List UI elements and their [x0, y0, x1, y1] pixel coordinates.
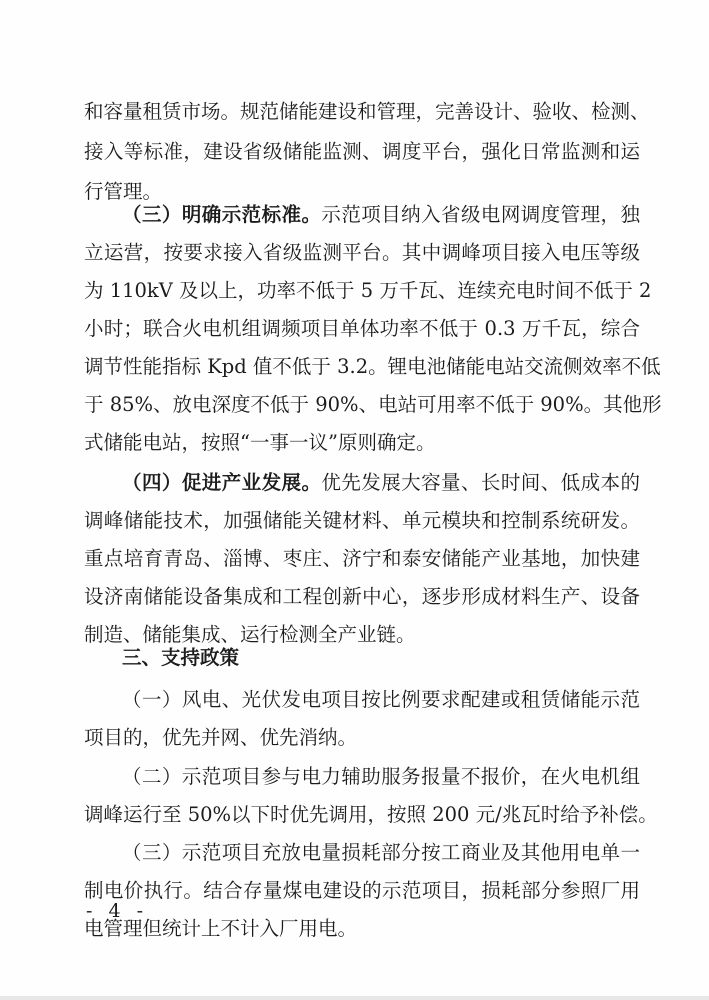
body-text-line: 调节性能指标 Kpd 值不低于 3.2。锂电池储能电站交流侧效率不低: [84, 355, 661, 378]
section-paragraph-start: [122, 195, 640, 235]
body-text-line: 重点培育青岛、淄博、枣庄、济宁和泰安储能产业基地，加快建: [84, 547, 640, 570]
body-text-line: 制电价执行。结合存量煤电建设的示范项目，损耗部分参照厂用: [84, 879, 640, 902]
body-text: 示范项目纳入省级电网调度管理，独: [321, 203, 640, 226]
body-text-line: 制造、储能集成、运行检测全产业链。: [84, 623, 416, 646]
body-text-line: 小时；联合火电机组调频项目单体功率不低于 0.3 万千瓦，综合: [84, 317, 640, 340]
body-text-line: 项目的，优先并网、优先消纳。: [84, 726, 358, 749]
section-paragraph-start: （二）示范项目参与电力辅助服务报量不报价，在火电机组: [122, 765, 640, 788]
body-text-line: 调峰储能技术，加强储能关键材料、单元模块和控制系统研发。: [84, 509, 640, 532]
section-heading: 三、支持政策: [122, 646, 240, 669]
page-number: - 4 -: [86, 900, 149, 922]
body-text-line: 于 85%、放电深度不低于 90%、电站可用率不低于 90%。其他形: [84, 393, 662, 416]
body-text: 优先发展大容量、长时间、低成本的: [321, 471, 640, 494]
body-text-line: 调峰运行至 50%以下时优先调用，按照 200 元/兆瓦时给予补偿。: [84, 803, 658, 826]
body-text-line: 行管理。: [84, 180, 163, 203]
body-text-line: 和容量租赁市场。规范储能建设和管理，完善设计、验收、检测、: [84, 100, 650, 123]
body-text-line: 电管理但统计上不计入厂用电。: [84, 917, 358, 940]
body-text-line: 设济南储能设备集成和工程创新中心，逐步形成材料生产、设备: [84, 585, 640, 608]
body-text-line: 式储能电站，按照“一事一议”原则确定。: [84, 431, 436, 454]
body-text-line: 为 110kV 及以上，功率不低于 5 万千瓦、连续充电时间不低于 2: [84, 279, 652, 302]
subsection-heading: （四）促进产业发展。: [122, 471, 322, 494]
section-paragraph-start: [122, 463, 640, 503]
section-paragraph-start: （一）风电、光伏发电项目按比例要求配建或租赁储能示范: [122, 688, 640, 711]
section-paragraph-start: （三）示范项目充放电量损耗部分按工商业及其他用电单一: [122, 841, 640, 864]
body-text-line: 接入等标准，建设省级储能监测、调度平台，强化日常监测和运: [84, 140, 640, 163]
subsection-heading: （三）明确示范标准。: [122, 203, 322, 226]
page-bottom-edge: [0, 996, 709, 1000]
body-text-line: 立运营，按要求接入省级监测平台。其中调峰项目接入电压等级: [84, 241, 640, 264]
